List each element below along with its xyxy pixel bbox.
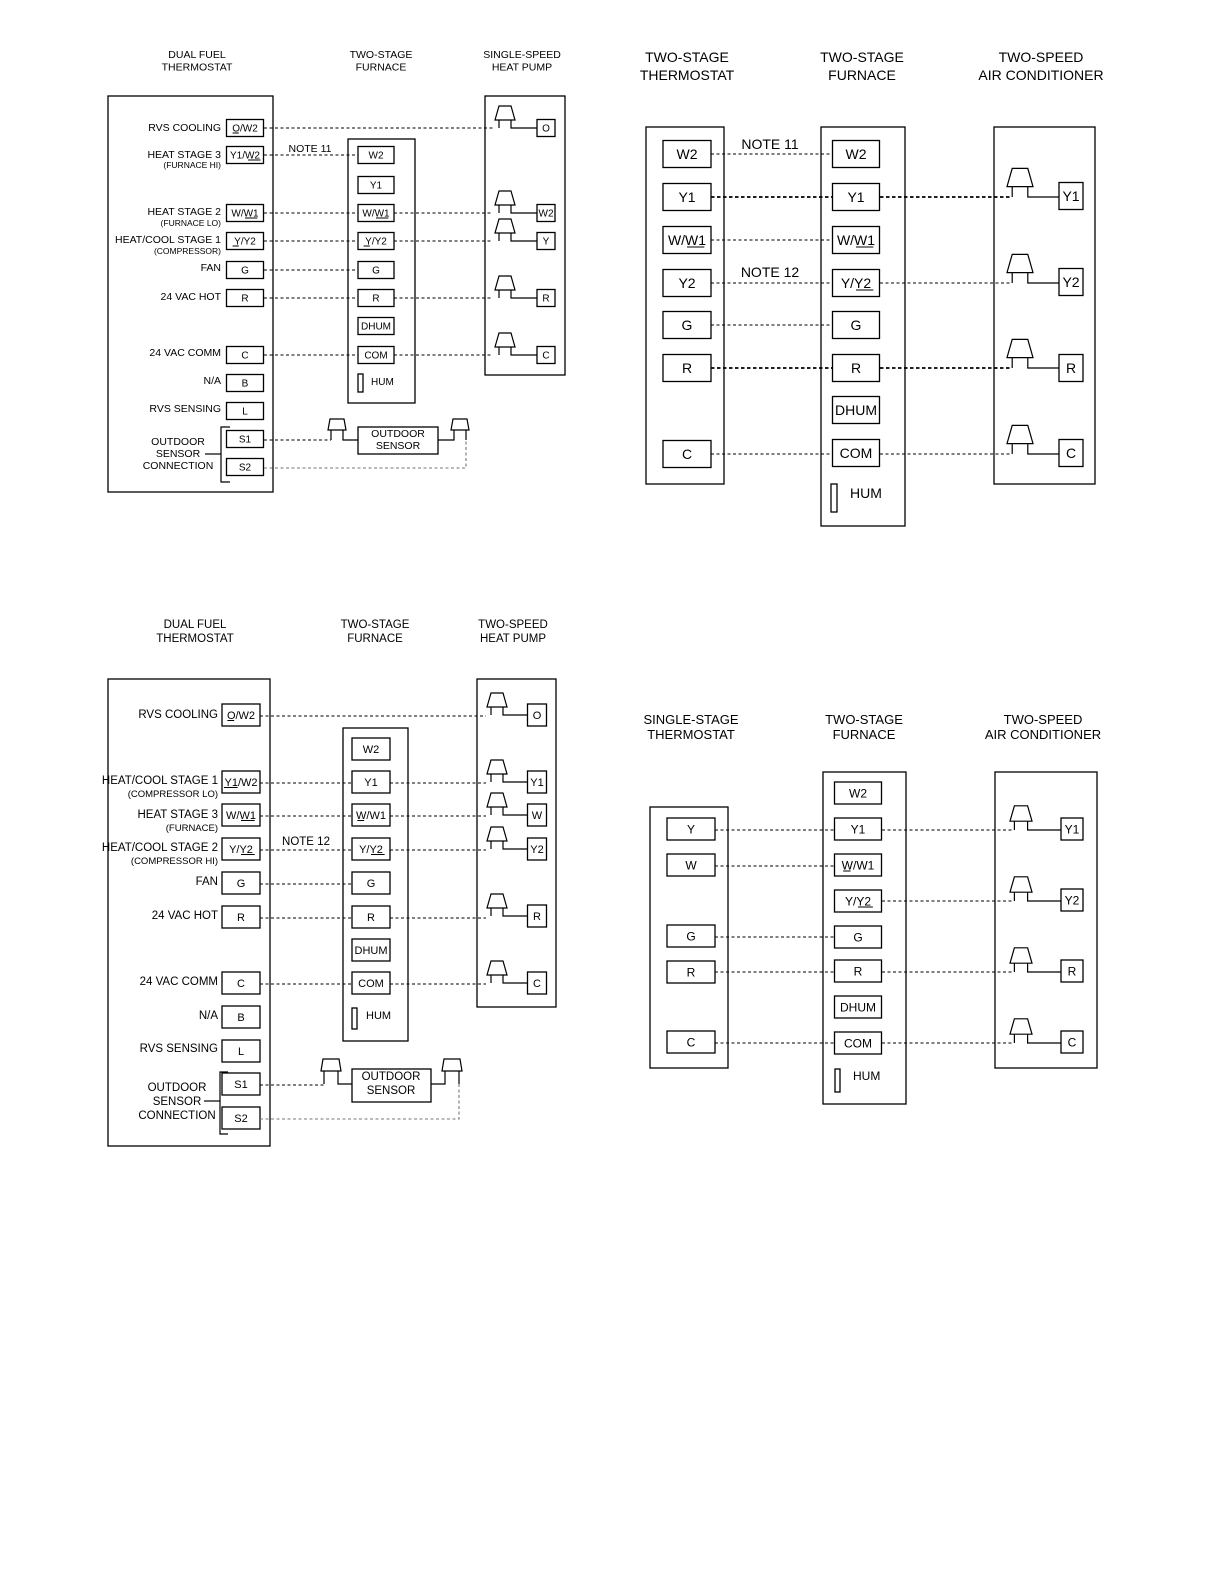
ac-relay-r-contact xyxy=(1012,358,1059,368)
heat-cool-stage-1-sub: (COMPRESSOR LO) xyxy=(127,789,218,800)
tstat-g xyxy=(222,872,260,894)
furnace-dhum xyxy=(358,318,394,335)
tstat-s1-label: S1 xyxy=(234,1078,248,1091)
furnace-com-label: COM xyxy=(358,977,384,990)
ac-y2-label: Y2 xyxy=(1064,893,1080,908)
ac-relay-r-contact xyxy=(1014,963,1061,972)
hp-relay-y1-coil xyxy=(487,760,507,774)
note-12: NOTE 12 xyxy=(282,836,330,848)
tstat-l-label: L xyxy=(242,406,248,418)
ac-relay-y2 xyxy=(1007,254,1059,283)
tstat-c xyxy=(667,1031,715,1053)
furnace-com xyxy=(835,1032,882,1054)
outdoor-sensor-label: OUTDOOR SENSOR xyxy=(371,428,425,452)
tstat-y xyxy=(667,818,715,840)
tstat-l xyxy=(227,403,264,420)
ac-header: TWO-SPEED AIR CONDITIONER xyxy=(978,49,1104,83)
hp-relay-o-coil xyxy=(495,106,515,120)
note-11: NOTE 11 xyxy=(741,136,799,152)
ac-c-label: C xyxy=(1067,1035,1077,1050)
tstat-r xyxy=(227,290,264,307)
hp-o-label: O xyxy=(532,709,542,722)
tstat-s1 xyxy=(227,431,264,448)
tstat-w-label: W xyxy=(685,858,697,873)
outdoor-sensor-connection-label: OUTDOOR SENSOR CONNECTION xyxy=(142,436,214,472)
note-11: NOTE 11 xyxy=(288,143,332,155)
furnace-y-y2 xyxy=(835,890,882,912)
furnace-r xyxy=(833,355,880,382)
tstat-o-w2-label: O/W2 xyxy=(226,709,256,722)
ac-c xyxy=(1059,440,1083,467)
tstat-c-label: C xyxy=(241,350,249,362)
furnace-g xyxy=(352,872,390,894)
furnace-r xyxy=(835,960,882,982)
heat-stage-3-label: HEAT STAGE 3 xyxy=(137,809,218,821)
hp-o-label: O xyxy=(542,123,550,135)
tstat-l xyxy=(222,1040,260,1062)
diagram-dual-fuel-single-speed-hp xyxy=(108,49,565,492)
diagram-single-stage-two-speed-ac xyxy=(643,712,1101,1104)
furnace-header: TWO-STAGE FURNACE xyxy=(825,712,903,742)
furnace-hum-switch xyxy=(352,1008,357,1029)
furnace-hum-label: HUM xyxy=(853,1069,881,1083)
tstat-w-w1 xyxy=(222,804,260,826)
hp-relay-y2 xyxy=(487,827,527,849)
tstat-w-w1-label: W/W1 xyxy=(667,232,707,249)
tstat-c-label: C xyxy=(681,446,693,463)
ac-y2-label: Y2 xyxy=(1062,274,1080,291)
tstat-r xyxy=(222,906,260,928)
furnace-hum-switch xyxy=(835,1069,840,1092)
heat-cool-stage-1-sub: (COMPRESSOR) xyxy=(153,246,221,256)
hp-relay-r-coil xyxy=(495,276,515,290)
sensor-left-coil xyxy=(328,419,346,430)
furnace-com-label: COM xyxy=(839,445,873,462)
diagram-two-stage-ac xyxy=(640,49,1104,526)
tstat-b-label: B xyxy=(237,1011,245,1024)
tstat-s1 xyxy=(222,1073,260,1095)
tstat-g-label: G xyxy=(236,877,246,890)
hp-w-label: W xyxy=(531,809,543,822)
furnace-w-w1 xyxy=(358,205,394,222)
furnace-hum-label: HUM xyxy=(371,377,394,388)
furnace-r-label: R xyxy=(853,964,863,979)
furnace-dhum xyxy=(833,397,880,424)
furnace-hum-switch xyxy=(831,484,837,512)
na-label: N/A xyxy=(198,1010,218,1022)
outdoor-sensor-label: OUTDOOR SENSOR xyxy=(361,1071,421,1097)
furnace-dhum xyxy=(352,939,390,961)
hp-relay-y-coil xyxy=(495,219,515,233)
hp-y1 xyxy=(528,771,547,793)
hp-relay-o-contact xyxy=(491,707,527,715)
hp-relay-r xyxy=(495,276,537,298)
vac-hot-label: 24 VAC HOT xyxy=(151,910,218,922)
furnace-com xyxy=(358,347,394,364)
furnace-hum-label: HUM xyxy=(850,485,882,501)
ac-relay-y1-coil xyxy=(1010,806,1032,821)
rvs-cooling-label: RVS COOLING xyxy=(148,122,221,134)
tstat-y-label: Y xyxy=(686,822,696,837)
furnace-w2-label: W2 xyxy=(849,786,867,801)
furnace-y1 xyxy=(835,818,882,840)
furnace-header: TWO-STAGE FURNACE xyxy=(340,619,410,645)
hp-relay-y2-coil xyxy=(487,827,507,841)
tstat-o-w2 xyxy=(227,120,264,137)
furnace-header: TWO-STAGE FURNACE xyxy=(349,49,413,74)
hp-o xyxy=(528,704,547,726)
tstat-o-w2 xyxy=(222,704,260,726)
hp-relay-o xyxy=(495,106,537,128)
thermostat-header: DUAL FUEL THERMOSTAT xyxy=(161,49,233,74)
hp-relay-w2-contact xyxy=(499,205,537,213)
tstat-y-y2 xyxy=(227,233,264,250)
hp-c xyxy=(537,347,555,364)
tstat-w2-label: W2 xyxy=(676,146,698,163)
ac-relay-r xyxy=(1007,339,1059,368)
thermostat-header: SINGLE-STAGE THERMOSTAT xyxy=(643,712,739,742)
ac-relay-c-coil xyxy=(1007,425,1033,443)
rvs-sensing-label: RVS SENSING xyxy=(139,1043,218,1055)
thermostat-header: TWO-STAGE THERMOSTAT xyxy=(639,49,735,83)
hp-c-label: C xyxy=(533,977,541,990)
furnace-dhum-label: DHUM xyxy=(840,1000,876,1015)
hp-r xyxy=(528,905,547,927)
hp-relay-c-coil xyxy=(495,333,515,347)
hp-relay-c-coil xyxy=(487,961,507,975)
tstat-r-label: R xyxy=(241,293,249,305)
tstat-s2-label: S2 xyxy=(234,1112,248,1125)
fan-label: FAN xyxy=(195,876,218,888)
hp-relay-w-contact xyxy=(491,807,527,815)
furnace-w-w1-label: W/W1 xyxy=(841,858,875,873)
heat-stage-3-label: HEAT STAGE 3 xyxy=(147,149,221,161)
tstat-w xyxy=(667,854,715,876)
rvs-sensing-label: RVS SENSING xyxy=(149,403,221,415)
furnace-r-label: R xyxy=(850,360,862,377)
ac-y1-label: Y1 xyxy=(1062,188,1080,205)
hp-r-label: R xyxy=(533,910,541,923)
furnace-hum-switch xyxy=(358,374,363,392)
tstat-w2 xyxy=(663,141,711,168)
hp-relay-o-contact xyxy=(499,120,537,128)
ac-relay-r-coil xyxy=(1007,339,1033,357)
ac-r xyxy=(1061,960,1083,982)
hp-w xyxy=(528,804,547,826)
sensor-left-contact xyxy=(331,430,358,440)
furnace-com-label: COM xyxy=(364,350,388,362)
furnace-y1 xyxy=(833,184,880,211)
furnace-g xyxy=(833,312,880,339)
sensor-left-contact xyxy=(324,1071,352,1084)
hp-relay-w-coil xyxy=(487,793,507,807)
ac-relay-r xyxy=(1010,948,1061,972)
ac-y1-label: Y1 xyxy=(1064,822,1080,837)
heat-cool-stage-1-label: HEAT/COOL STAGE 1 xyxy=(101,775,218,787)
hp-y xyxy=(537,233,555,250)
furnace-y-y2 xyxy=(358,233,394,250)
furnace-w-w1-label: W/W1 xyxy=(362,208,390,220)
furnace-w2 xyxy=(352,738,390,760)
heat-pump-header: TWO-SPEED HEAT PUMP xyxy=(478,619,548,645)
tstat-s1-label: S1 xyxy=(238,434,252,446)
outdoor-sensor xyxy=(328,419,469,454)
vac-hot-label: 24 VAC HOT xyxy=(160,291,221,303)
tstat-y1-w2 xyxy=(227,147,264,164)
sensor-left-coil xyxy=(321,1059,341,1071)
sensor-right-contact xyxy=(431,1071,459,1084)
ac-c xyxy=(1061,1031,1083,1053)
heat-cool-stage-2-sub: (COMPRESSOR HI) xyxy=(130,856,218,867)
ac-relay-c xyxy=(1010,1019,1061,1043)
furnace-y1-label: Y1 xyxy=(369,180,383,192)
heat-cool-stage-2-label: HEAT/COOL STAGE 2 xyxy=(101,842,218,854)
ac-relay-r-coil xyxy=(1010,948,1032,963)
tstat-b xyxy=(227,375,264,392)
hp-c-label: C xyxy=(542,350,550,362)
hp-relay-w2 xyxy=(495,191,537,213)
sensor-right-coil xyxy=(451,419,469,430)
furnace-y-y2 xyxy=(352,838,390,860)
tstat-o-w2-label: O/W2 xyxy=(232,123,258,135)
tstat-b xyxy=(222,1006,260,1028)
tstat-s2 xyxy=(227,459,264,476)
tstat-c xyxy=(227,347,264,364)
furnace-w2 xyxy=(358,147,394,164)
hp-relay-w2-coil xyxy=(495,191,515,205)
tstat-c-label: C xyxy=(686,1035,696,1050)
tstat-c xyxy=(222,972,260,994)
tstat-l-label: L xyxy=(237,1045,245,1058)
ac-relay-c-coil xyxy=(1010,1019,1032,1034)
furnace-r-label: R xyxy=(372,293,380,305)
hp-y-label: Y xyxy=(542,236,550,248)
ac-y2 xyxy=(1059,269,1083,296)
furnace-com-label: COM xyxy=(844,1036,872,1051)
furnace-w-w1 xyxy=(833,227,880,254)
sensor-right-contact xyxy=(438,430,466,440)
hp-relay-r-coil xyxy=(487,894,507,908)
heat-stage-2-sub: (FURNACE LO) xyxy=(160,218,221,228)
ac-y1 xyxy=(1061,818,1083,840)
ac-header: TWO-SPEED AIR CONDITIONER xyxy=(984,712,1102,742)
diagram-dual-fuel-two-speed-hp xyxy=(102,619,556,1146)
outdoor-sensor xyxy=(321,1059,462,1102)
furnace-y-y2-label: Y/Y2 xyxy=(359,843,383,856)
furnace-y-y2-label: Y/Y2 xyxy=(840,275,872,292)
furnace-g-label: G xyxy=(366,877,376,890)
hp-relay-y2-contact xyxy=(491,841,527,849)
note-12: NOTE 12 xyxy=(740,264,800,280)
furnace-g xyxy=(358,262,394,279)
ac-relay-y2-coil xyxy=(1010,877,1032,892)
tstat-y2 xyxy=(663,270,711,297)
sensor-right-coil xyxy=(442,1059,462,1071)
ac-relay-y2-coil xyxy=(1007,254,1033,272)
furnace-y-y2-label: Y/Y2 xyxy=(844,894,872,909)
ac-relay-y1-contact xyxy=(1012,187,1059,197)
hp-relay-r xyxy=(487,894,527,916)
furnace-r-label: R xyxy=(367,911,375,924)
tstat-r-label: R xyxy=(681,360,693,377)
tstat-g-label: G xyxy=(686,929,696,944)
furnace-r xyxy=(352,906,390,928)
furnace-w2-label: W2 xyxy=(368,150,384,162)
hp-relay-o-coil xyxy=(487,693,507,707)
tstat-g-label: G xyxy=(681,317,693,334)
hp-relay-c xyxy=(487,961,527,983)
furnace-w2-label: W2 xyxy=(362,743,380,756)
hp-relay-y-contact xyxy=(499,233,537,241)
ac-r xyxy=(1059,355,1083,382)
ac-relay-c-contact xyxy=(1012,444,1059,454)
furnace-y1-label: Y1 xyxy=(850,822,866,837)
hp-relay-r-contact xyxy=(491,908,527,916)
tstat-w-w1 xyxy=(227,205,264,222)
hp-r xyxy=(537,290,555,307)
heat-pump-header: SINGLE-SPEED HEAT PUMP xyxy=(483,49,561,74)
furnace-w-w1-label: W/W1 xyxy=(836,232,876,249)
hp-relay-w xyxy=(487,793,527,815)
heat-cool-stage-1-label: HEAT/COOL STAGE 1 xyxy=(115,234,221,246)
furnace-dhum-label: DHUM xyxy=(835,402,877,419)
ac-relay-y2 xyxy=(1010,877,1061,901)
hp-relay-y xyxy=(495,219,537,241)
furnace-y1 xyxy=(352,771,390,793)
hp-relay-y1 xyxy=(487,760,527,782)
tstat-y1 xyxy=(663,184,711,211)
tstat-r xyxy=(663,355,711,382)
hp-relay-y1-contact xyxy=(491,774,527,782)
furnace-w2 xyxy=(833,141,880,168)
furnace-com xyxy=(352,972,390,994)
tstat-y1-label: Y1 xyxy=(678,189,696,206)
hp-y1-label: Y1 xyxy=(530,776,544,789)
heat-stage-2-label: HEAT STAGE 2 xyxy=(147,206,221,218)
tstat-w-w1-label: W/W1 xyxy=(231,208,259,220)
ac-y2 xyxy=(1061,889,1083,911)
tstat-r-label: R xyxy=(686,965,696,980)
hp-r-label: R xyxy=(542,293,550,305)
furnace-g-label: G xyxy=(372,265,380,277)
furnace-w2-label: W2 xyxy=(845,146,867,163)
tstat-w-w1 xyxy=(663,227,711,254)
furnace-hum-label: HUM xyxy=(366,1010,392,1022)
tstat-y-y2 xyxy=(222,838,260,860)
ac-relay-y1-contact xyxy=(1014,821,1061,830)
hp-y2 xyxy=(528,838,547,860)
hp-y2-label: Y2 xyxy=(530,843,544,856)
vac-comm-label: 24 VAC COMM xyxy=(149,347,221,359)
ac-y1 xyxy=(1059,183,1083,210)
heat-stage-3-sub: (FURNACE HI) xyxy=(163,160,221,170)
hp-relay-o xyxy=(487,693,527,715)
tstat-r-label: R xyxy=(237,911,245,924)
tstat-s2 xyxy=(222,1107,260,1129)
ac-relay-c xyxy=(1007,425,1059,454)
furnace-y1 xyxy=(358,177,394,194)
tstat-c xyxy=(663,441,711,468)
furnace-dhum-label: DHUM xyxy=(354,944,388,957)
tstat-g xyxy=(663,312,711,339)
ac-relay-c-contact xyxy=(1014,1034,1061,1043)
tstat-y1-w2 xyxy=(222,771,260,793)
furnace-w-w1-label: W/W1 xyxy=(356,809,386,822)
heat-stage-3-sub: (FURNACE) xyxy=(165,823,218,834)
ac-relay-y1 xyxy=(1010,806,1061,830)
tstat-y1-w2-label: Y1/W2 xyxy=(229,150,261,162)
furnace-w-w1 xyxy=(352,804,390,826)
outdoor-sensor-connection-label: OUTDOOR SENSOR CONNECTION xyxy=(138,1082,216,1122)
tstat-b-label: B xyxy=(241,378,249,390)
thermostat-header: DUAL FUEL THERMOSTAT xyxy=(156,619,234,645)
furnace-g-label: G xyxy=(850,317,862,334)
na-label: N/A xyxy=(203,375,221,387)
ac-relay-y2-contact xyxy=(1014,892,1061,901)
hp-relay-c-contact xyxy=(491,975,527,983)
furnace-header: TWO-STAGE FURNACE xyxy=(820,49,904,83)
tstat-y1-w2-label: Y1/W2 xyxy=(224,776,258,789)
ac-r-label: R xyxy=(1065,360,1077,377)
hp-relay-c xyxy=(495,333,537,355)
ac-r-label: R xyxy=(1067,964,1077,979)
tstat-r xyxy=(667,961,715,983)
vac-comm-label: 24 VAC COMM xyxy=(139,976,218,988)
furnace-y1-label: Y1 xyxy=(364,776,378,789)
tstat-y-y2-label: Y/Y2 xyxy=(229,843,253,856)
tstat-c-label: C xyxy=(237,977,245,990)
thermostat-frame xyxy=(646,127,724,484)
tstat-s2-label: S2 xyxy=(238,462,252,474)
ac-relay-y1-coil xyxy=(1007,168,1033,186)
hp-w2 xyxy=(537,205,555,222)
rvs-cooling-label: RVS COOLING xyxy=(138,709,218,721)
ac-relay-y1 xyxy=(1007,168,1059,197)
ac-relay-y2-contact xyxy=(1012,273,1059,283)
tstat-g-label: G xyxy=(241,265,249,277)
tstat-g xyxy=(227,262,264,279)
tstat-y2-label: Y2 xyxy=(678,275,696,292)
furnace-com xyxy=(833,440,880,467)
hp-w2-label: W2 xyxy=(538,208,554,220)
furnace-g-label: G xyxy=(853,930,863,945)
tstat-w-w1-label: W/W1 xyxy=(226,809,256,822)
hp-o xyxy=(537,120,555,137)
furnace-y-y2 xyxy=(833,270,880,297)
furnace-dhum-label: DHUM xyxy=(361,321,391,333)
hp-c xyxy=(528,972,547,994)
hp-relay-c-contact xyxy=(499,347,537,355)
ac-c-label: C xyxy=(1065,445,1077,462)
furnace-w2 xyxy=(835,782,882,804)
furnace-r xyxy=(358,290,394,307)
furnace-g xyxy=(835,926,882,948)
furnace-y1-label: Y1 xyxy=(847,189,865,206)
furnace-w-w1 xyxy=(835,854,882,876)
ac-frame xyxy=(995,772,1097,1068)
furnace-dhum xyxy=(835,996,882,1018)
furnace-y-y2-label: Y/Y2 xyxy=(365,236,387,248)
hp-relay-r-contact xyxy=(499,290,537,298)
tstat-y-y2-label: Y/Y2 xyxy=(234,236,256,248)
tstat-g xyxy=(667,925,715,947)
fan-label: FAN xyxy=(200,262,221,274)
